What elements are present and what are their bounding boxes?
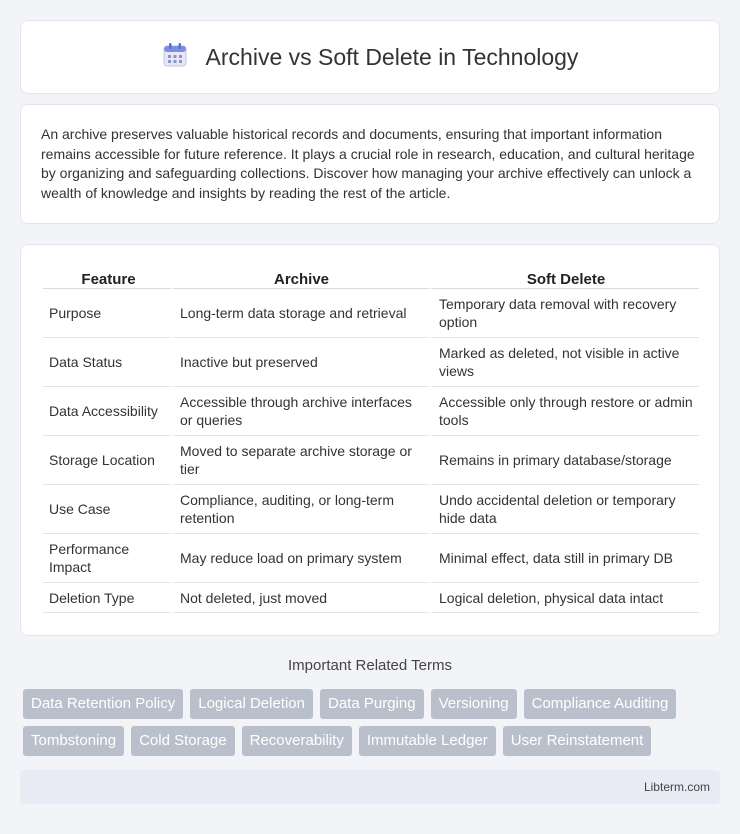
table-cell: Logical deletion, physical data intact [429, 583, 699, 613]
table-row [43, 534, 699, 583]
table-cell: Performance Impact [43, 534, 170, 583]
table-cell: Accessible through archive interfaces or queries [170, 387, 429, 436]
comparison-table [43, 263, 699, 613]
tag-logical-deletion[interactable]: Logical Deletion [190, 689, 313, 719]
column-header-archive: Archive [170, 263, 429, 289]
table-header-row [43, 263, 699, 289]
tag-row [23, 689, 723, 719]
calendar-icon [162, 42, 188, 73]
table-cell: Data Accessibility [43, 387, 170, 436]
table-row [43, 485, 699, 534]
table-row [43, 289, 699, 338]
table-row [43, 338, 699, 387]
tag-recoverability[interactable]: Recoverability [242, 726, 352, 756]
table-cell: Compliance, auditing, or long-term retention [170, 485, 429, 534]
table-cell: Purpose [43, 289, 170, 338]
tag-versioning[interactable]: Versioning [431, 689, 517, 719]
table-cell: May reduce load on primary system [170, 534, 429, 583]
table-row [43, 387, 699, 436]
header-card [20, 20, 720, 94]
tag-user-reinstatement[interactable]: User Reinstatement [503, 726, 652, 756]
footer [20, 770, 720, 804]
table-cell: Undo accidental deletion or temporary hide data [429, 485, 699, 534]
page-title: Archive vs Soft Delete in Technology [205, 43, 579, 70]
column-header-soft-delete: Soft Delete [429, 263, 699, 289]
tag-tombstoning[interactable]: Tombstoning [23, 726, 124, 756]
table-cell: Deletion Type [43, 583, 170, 613]
tag-data-retention-policy[interactable]: Data Retention Policy [23, 689, 183, 719]
tag-row [23, 726, 723, 756]
table-cell: Storage Location [43, 436, 170, 485]
related-terms-list [23, 689, 723, 763]
table-cell: Data Status [43, 338, 170, 387]
comparison-card [20, 244, 720, 636]
table-cell: Not deleted, just moved [170, 583, 429, 613]
column-header-feature: Feature [43, 263, 170, 289]
table-cell: Moved to separate archive storage or tier [170, 436, 429, 485]
table-cell: Temporary data removal with recovery option [429, 289, 699, 338]
table-cell: Minimal effect, data still in primary DB [429, 534, 699, 583]
tag-compliance-auditing[interactable]: Compliance Auditing [524, 689, 677, 719]
table-row [43, 583, 699, 613]
tag-cold-storage[interactable]: Cold Storage [131, 726, 235, 756]
table-cell: Marked as deleted, not visible in active views [429, 338, 699, 387]
intro-paragraph: An archive preserves valuable historical records and documents, ensuring that important information remains accessible for future reference. It plays a crucial role in research, education, and cultural heritage by organizing and safeguarding collections. Discover how managing your archive effectively can unlock a wealth of knowledge and insights by reading the rest of the article. [41, 126, 695, 201]
table-cell: Remains in primary database/storage [429, 436, 699, 485]
related-terms-title: Important Related Terms [288, 657, 452, 674]
table-cell: Use Case [43, 485, 170, 534]
table-row [43, 436, 699, 485]
intro-card [20, 104, 720, 224]
footer-site-link[interactable]: Libterm.com [643, 780, 710, 794]
table-cell: Inactive but preserved [170, 338, 429, 387]
table-cell: Long-term data storage and retrieval [170, 289, 429, 338]
tag-immutable-ledger[interactable]: Immutable Ledger [359, 726, 496, 756]
tag-data-purging[interactable]: Data Purging [320, 689, 424, 719]
table-cell: Accessible only through restore or admin tools [429, 387, 699, 436]
